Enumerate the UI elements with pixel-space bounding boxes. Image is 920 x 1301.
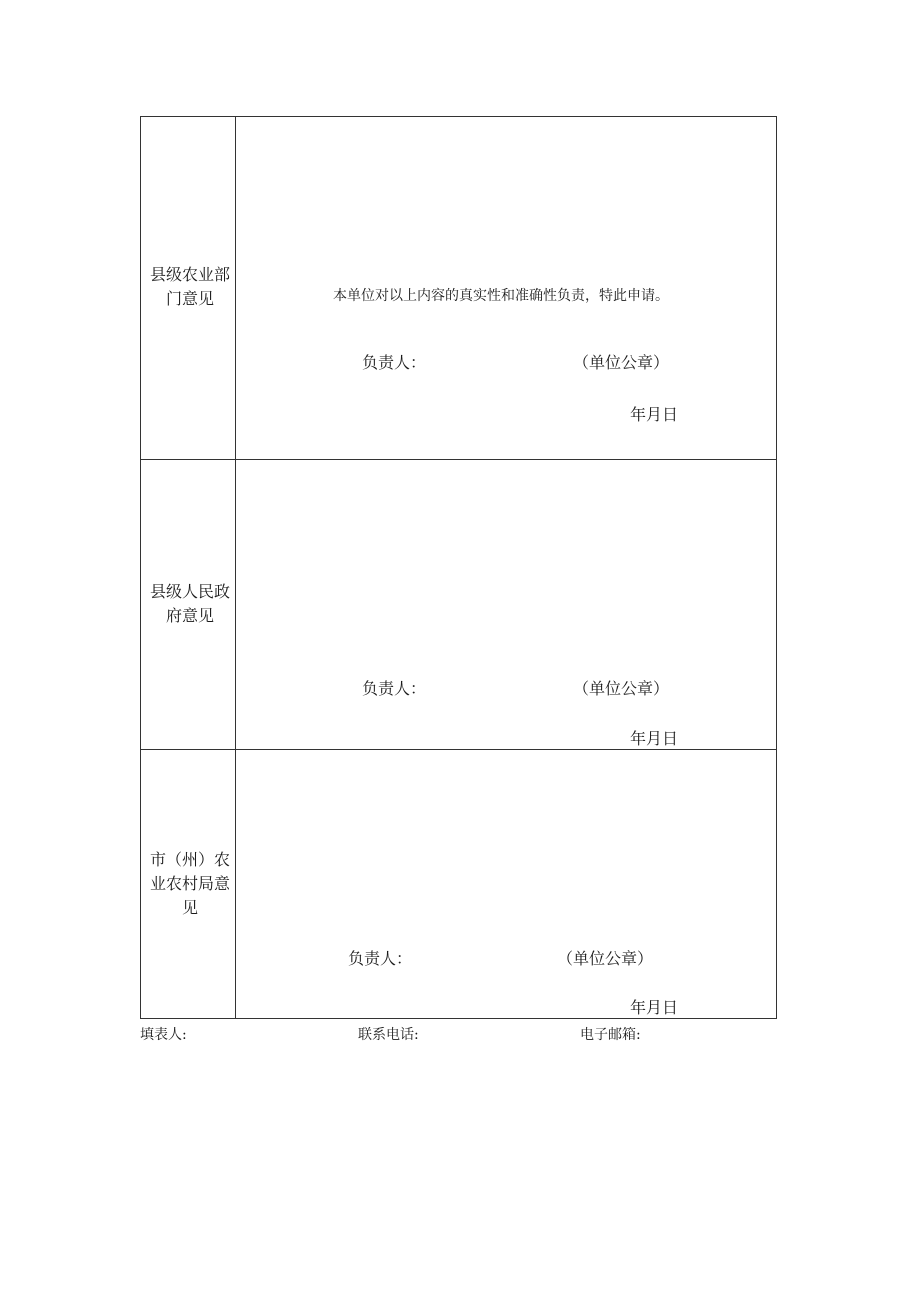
county-agriculture-opinion-row (141, 117, 776, 460)
county-government-opinion-row (141, 460, 776, 750)
email-label: 电子邮箱: (580, 1027, 641, 1043)
county-agriculture-opinion-field[interactable] (236, 117, 776, 459)
approval-opinion-table (140, 116, 777, 1019)
seal-label: （单位公章） (557, 949, 654, 968)
seal-label: （单位公章） (573, 679, 670, 698)
contact-phone-label: 联系电话: (358, 1027, 419, 1043)
filler-label: 填表人: (140, 1027, 187, 1043)
date-label: 年月日 (630, 998, 679, 1017)
responsibility-statement: 本单位对以上内容的真实性和准确性负责，特此申请。 (333, 288, 669, 304)
row-label-cell (141, 117, 236, 459)
signer-label: 负责人： (362, 679, 427, 698)
county-government-opinion-field[interactable] (236, 460, 776, 749)
date-label: 年月日 (630, 405, 679, 424)
city-agriculture-bureau-opinion-label: 市（州）农业农村局意见 (149, 850, 230, 917)
date-label: 年月日 (630, 729, 679, 748)
county-government-opinion-label: 县级人民政府意见 (149, 582, 230, 625)
row-label-cell (141, 460, 236, 749)
signer-label: 负责人： (348, 949, 413, 968)
city-agriculture-bureau-opinion-row (141, 750, 776, 1018)
county-agriculture-opinion-label: 县级农业部门意见 (149, 265, 230, 308)
city-agriculture-bureau-opinion-field[interactable] (236, 750, 776, 1018)
row-label-cell (141, 750, 236, 1018)
signer-label: 负责人： (362, 353, 427, 372)
seal-label: （单位公章） (573, 353, 670, 372)
